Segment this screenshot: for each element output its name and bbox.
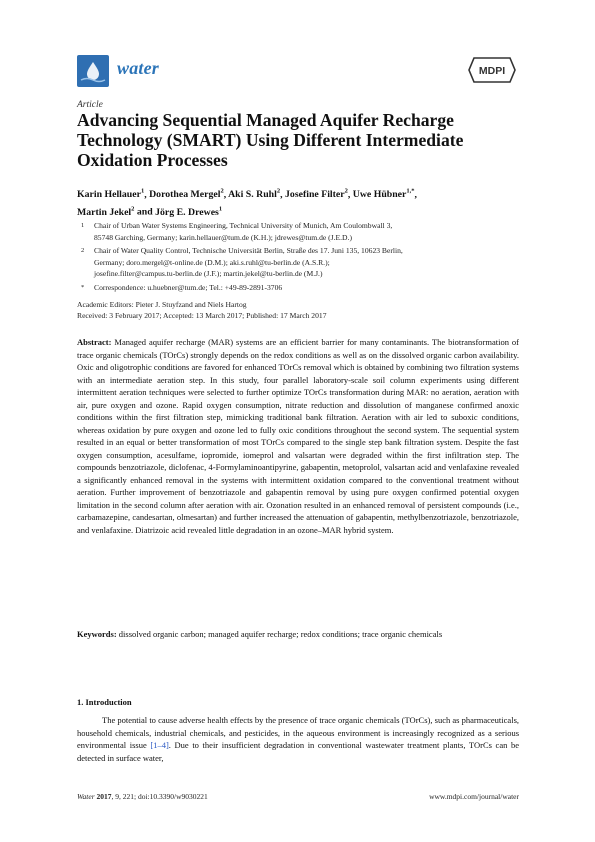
mdpi-logo-icon[interactable] xyxy=(468,57,516,83)
mdpi-logo-text: MDPI xyxy=(478,65,506,77)
affiliation-number: 2 xyxy=(81,247,85,254)
journal-logo-box xyxy=(77,55,109,87)
section-heading: 1. Introduction xyxy=(77,697,132,707)
footer-citation: Water 2017, 9, 221; doi:10.3390/w9030221 xyxy=(77,792,208,801)
author[interactable]: Jörg E. Drewes$^1$ xyxy=(155,205,223,218)
abstract-text: Managed aquifer recharge (MAR) systems are an efficient barrier for many contaminants. The biotransformation of trace organic chemicals (TOrCs) strongly depends on the redox conditions as well as on the dissolved organic carbon availability. Oxic and oligotrophic conditions are favored for enhanced TOrCs removal which is obtained by combining two filtration systems with an intermediate aeration step. In this study, four parallel laboratory-scale soil column experiments using different intermittent aeration techniques were selected to further optimize TOrCs transformation during MAR: no aeration, aeration with air, pure oxygen and ozone. Rapid oxygen consumption, nitrate reduction and dissolution of manganese confirmed anoxic conditions within the first filtration step, mimicking traditional bank filtration. Aeration with air led to suboxic conditions, whereas oxidation by pure oxygen and ozone led to fully oxic conditions throughout the second system. The sequential system resulted in an equal or better transformation of most TOrCs compared to the single step bank filtration system. Despite the fast oxygen consumption, acesulfame, iopromide, iomeprol and valsartan were degraded within the first infiltration step. The compounds benzotriazole, diclofenac, 4-Formylaminoantipyrine, gabapentin, metoprolol, valsartan acid and venlafaxine revealed a significantly enhanced removal in the systems with intermittent oxidation compared to the conventional treatment without aeration. Further improvement of benzotriazole and gabapentin removal by using pure oxygen confirmed potential oxygen limitation in the second column after aeration with air. Ozonation resulted in an enhanced removal of persistent compounds (i.e., carbamazepine, candesartan, olmesartan) and further increased the attenuation of gabapentin, methylbenzotriazole, benzotriazole, and venlafaxine. Diatrizoic acid revealed little degradation in an ozone–MAR hybrid system. xyxy=(77,337,519,535)
introduction-paragraph: The potential to cause adverse health effects by the presence of trace organic chemicals (TOrCs), such as pharmaceuticals, household chemicals, industrial chemicals, and pesticides, in the aqueous environment is increasingly recognized as a serious environmental issue [1–4]. Due to their insufficient degradation in conventional wastewater treatment plants, TOrCs can be detected in surface water, xyxy=(77,715,519,763)
journal-name: water xyxy=(117,58,160,78)
keywords-label: Keywords: xyxy=(77,629,117,639)
author-list xyxy=(77,185,527,220)
author[interactable]: Martin Jekel$^2$ xyxy=(77,205,135,218)
abstract-label: Abstract: xyxy=(77,337,112,347)
academic-editors: Academic Editors: Pieter J. Stuyfzand and Niels Hartog xyxy=(77,300,247,309)
abstract xyxy=(77,336,519,536)
affiliation-number: 1 xyxy=(81,222,85,229)
article-title: Advancing Sequential Managed Aquifer Recharge Technology (SMART) Using Different Intermediate Oxidation Processes xyxy=(77,110,464,170)
author[interactable]: Josefine Filter$^2$ xyxy=(285,188,348,201)
affiliation-number: * xyxy=(81,284,85,291)
author[interactable]: Dorothea Mergel$^2$ xyxy=(149,188,224,201)
author-line-1: Karin Hellauer$^1$, Dorothea Mergel$^2$, Aki S. Ruhl$^2$, Josefine Filter$^2$, Uwe Hübner$^{1,*}$, xyxy=(77,188,417,201)
author-line-2: Martin Jekel$^2$ and Jörg E. Drewes$^1$ xyxy=(77,205,223,218)
footer-journal-url[interactable]: www.mdpi.com/journal/water xyxy=(429,792,519,801)
article-dates: Received: 3 February 2017; Accepted: 13 March 2017; Published: 17 March 2017 xyxy=(77,311,327,320)
keywords-text: dissolved organic carbon; managed aquifer recharge; redox conditions; trace organic chemicals xyxy=(118,629,443,639)
citation-link[interactable]: [1–4] xyxy=(150,740,169,750)
author[interactable]: Aki S. Ruhl$^2$ xyxy=(228,188,281,201)
author[interactable]: Karin Hellauer$^1$ xyxy=(77,188,145,201)
keywords xyxy=(77,628,519,641)
article-type: Article xyxy=(77,100,103,110)
author[interactable]: Uwe Hübner$^{1,*}$ xyxy=(352,188,415,201)
water-drop-icon xyxy=(77,55,109,87)
